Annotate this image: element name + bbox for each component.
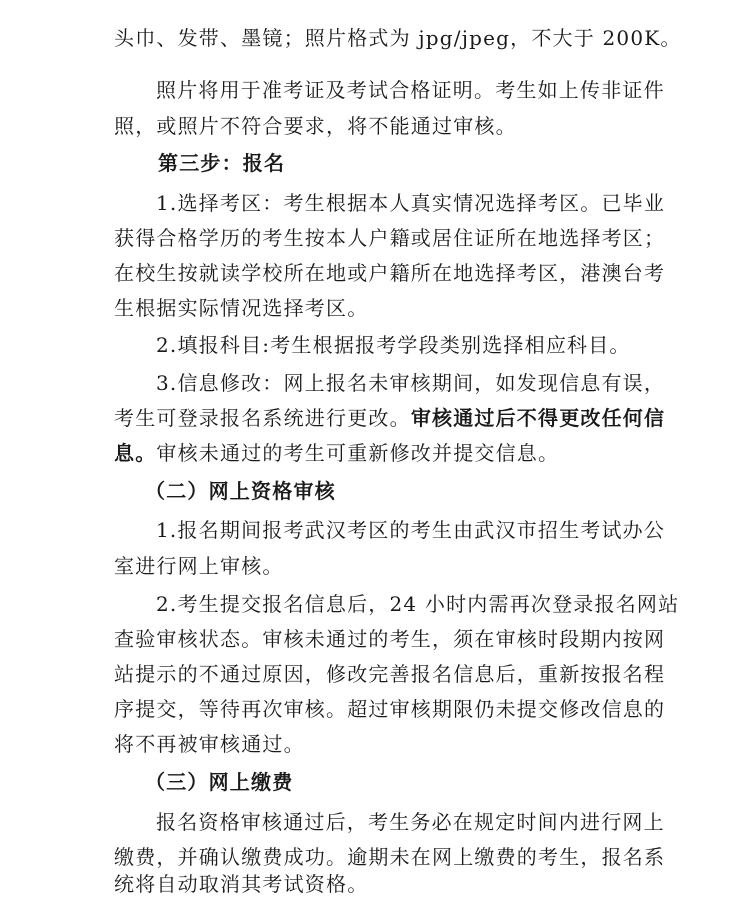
- text-span: 照，或照片不符合要求，将不能通过审核。: [114, 114, 517, 138]
- text-span: 获得合格学历的考生按本人户籍或居住证所在地选择考区；: [114, 226, 666, 250]
- text-span: 生根据实际情况选择考区。: [114, 296, 369, 320]
- emphasis-text: 息。: [114, 441, 157, 465]
- section-heading: [0, 475, 732, 507]
- text-line: [0, 292, 732, 324]
- text-span: 序提交，等待再次审核。超过审核期限仍未提交修改信息的: [114, 697, 666, 721]
- text-span: 头巾、发带、墨镜；照片格式为 jpg/jpeg，不大于 200K。: [114, 26, 682, 50]
- text-span: 缴费，并确认缴费成功。逾期未在网上缴费的考生，报名系: [114, 845, 666, 869]
- text-span: 照片将用于准考证及考试合格证明。考生如上传非证件: [156, 78, 665, 102]
- text-span: 将不再被审核通过。: [114, 732, 305, 756]
- text-line: [0, 514, 732, 546]
- text-span: 查验审核状态。审核未通过的考生，须在审核时段期内按网: [114, 627, 666, 651]
- text-span: 审核未通过的考生可重新修改并提交信息。: [156, 441, 560, 465]
- text-line: [0, 868, 732, 900]
- text-span: 3.信息修改：网上报名未审核期间，如发现信息有误，: [156, 371, 666, 395]
- text-span: 2.考生提交报名信息后，24 小时内需再次登录报名网站: [156, 592, 680, 616]
- text-line: [0, 74, 732, 106]
- heading-text: （二）网上资格审核: [145, 479, 336, 503]
- text-span: 考生可登录报名系统进行更改。: [114, 406, 411, 430]
- text-line: [0, 588, 732, 620]
- text-span: 站提示的不通过原因，修改完善报名信息后，重新按报名程: [114, 662, 666, 686]
- text-line: [0, 22, 732, 54]
- text-line: [0, 257, 732, 289]
- text-line: [0, 222, 732, 254]
- text-line: [0, 187, 732, 219]
- text-line: [0, 728, 732, 760]
- text-line: [0, 693, 732, 725]
- text-span: 2.填报科目:考生根据报考学段类别选择相应科目。: [156, 333, 631, 357]
- text-span: 1.选择考区：考生根据本人真实情况选择考区。已毕业: [156, 191, 666, 215]
- text-span: 1.报名期间报考武汉考区的考生由武汉市招生考试办公: [156, 518, 666, 542]
- text-span: 室进行网上审核。: [114, 554, 284, 578]
- text-line: [0, 402, 732, 434]
- text-line: [0, 329, 732, 361]
- text-line: [0, 550, 732, 582]
- text-span: 统将自动取消其考试资格。: [114, 872, 369, 896]
- section-heading: [0, 147, 732, 179]
- text-line: [0, 437, 732, 469]
- text-line: [0, 623, 732, 655]
- text-span: 报名资格审核通过后，考生务必在规定时间内进行网上: [156, 810, 665, 834]
- section-heading: [0, 766, 732, 798]
- text-line: [0, 658, 732, 690]
- text-span: 在校生按就读学校所在地或户籍所在地选择考区，港澳台考: [114, 261, 666, 285]
- text-line: [0, 110, 732, 142]
- emphasis-text: 审核通过后不得更改任何信: [410, 406, 666, 430]
- heading-text: 第三步：报名: [158, 151, 286, 175]
- heading-text: （三）网上缴费: [145, 770, 294, 794]
- text-line: [0, 806, 732, 838]
- text-line: [0, 367, 732, 399]
